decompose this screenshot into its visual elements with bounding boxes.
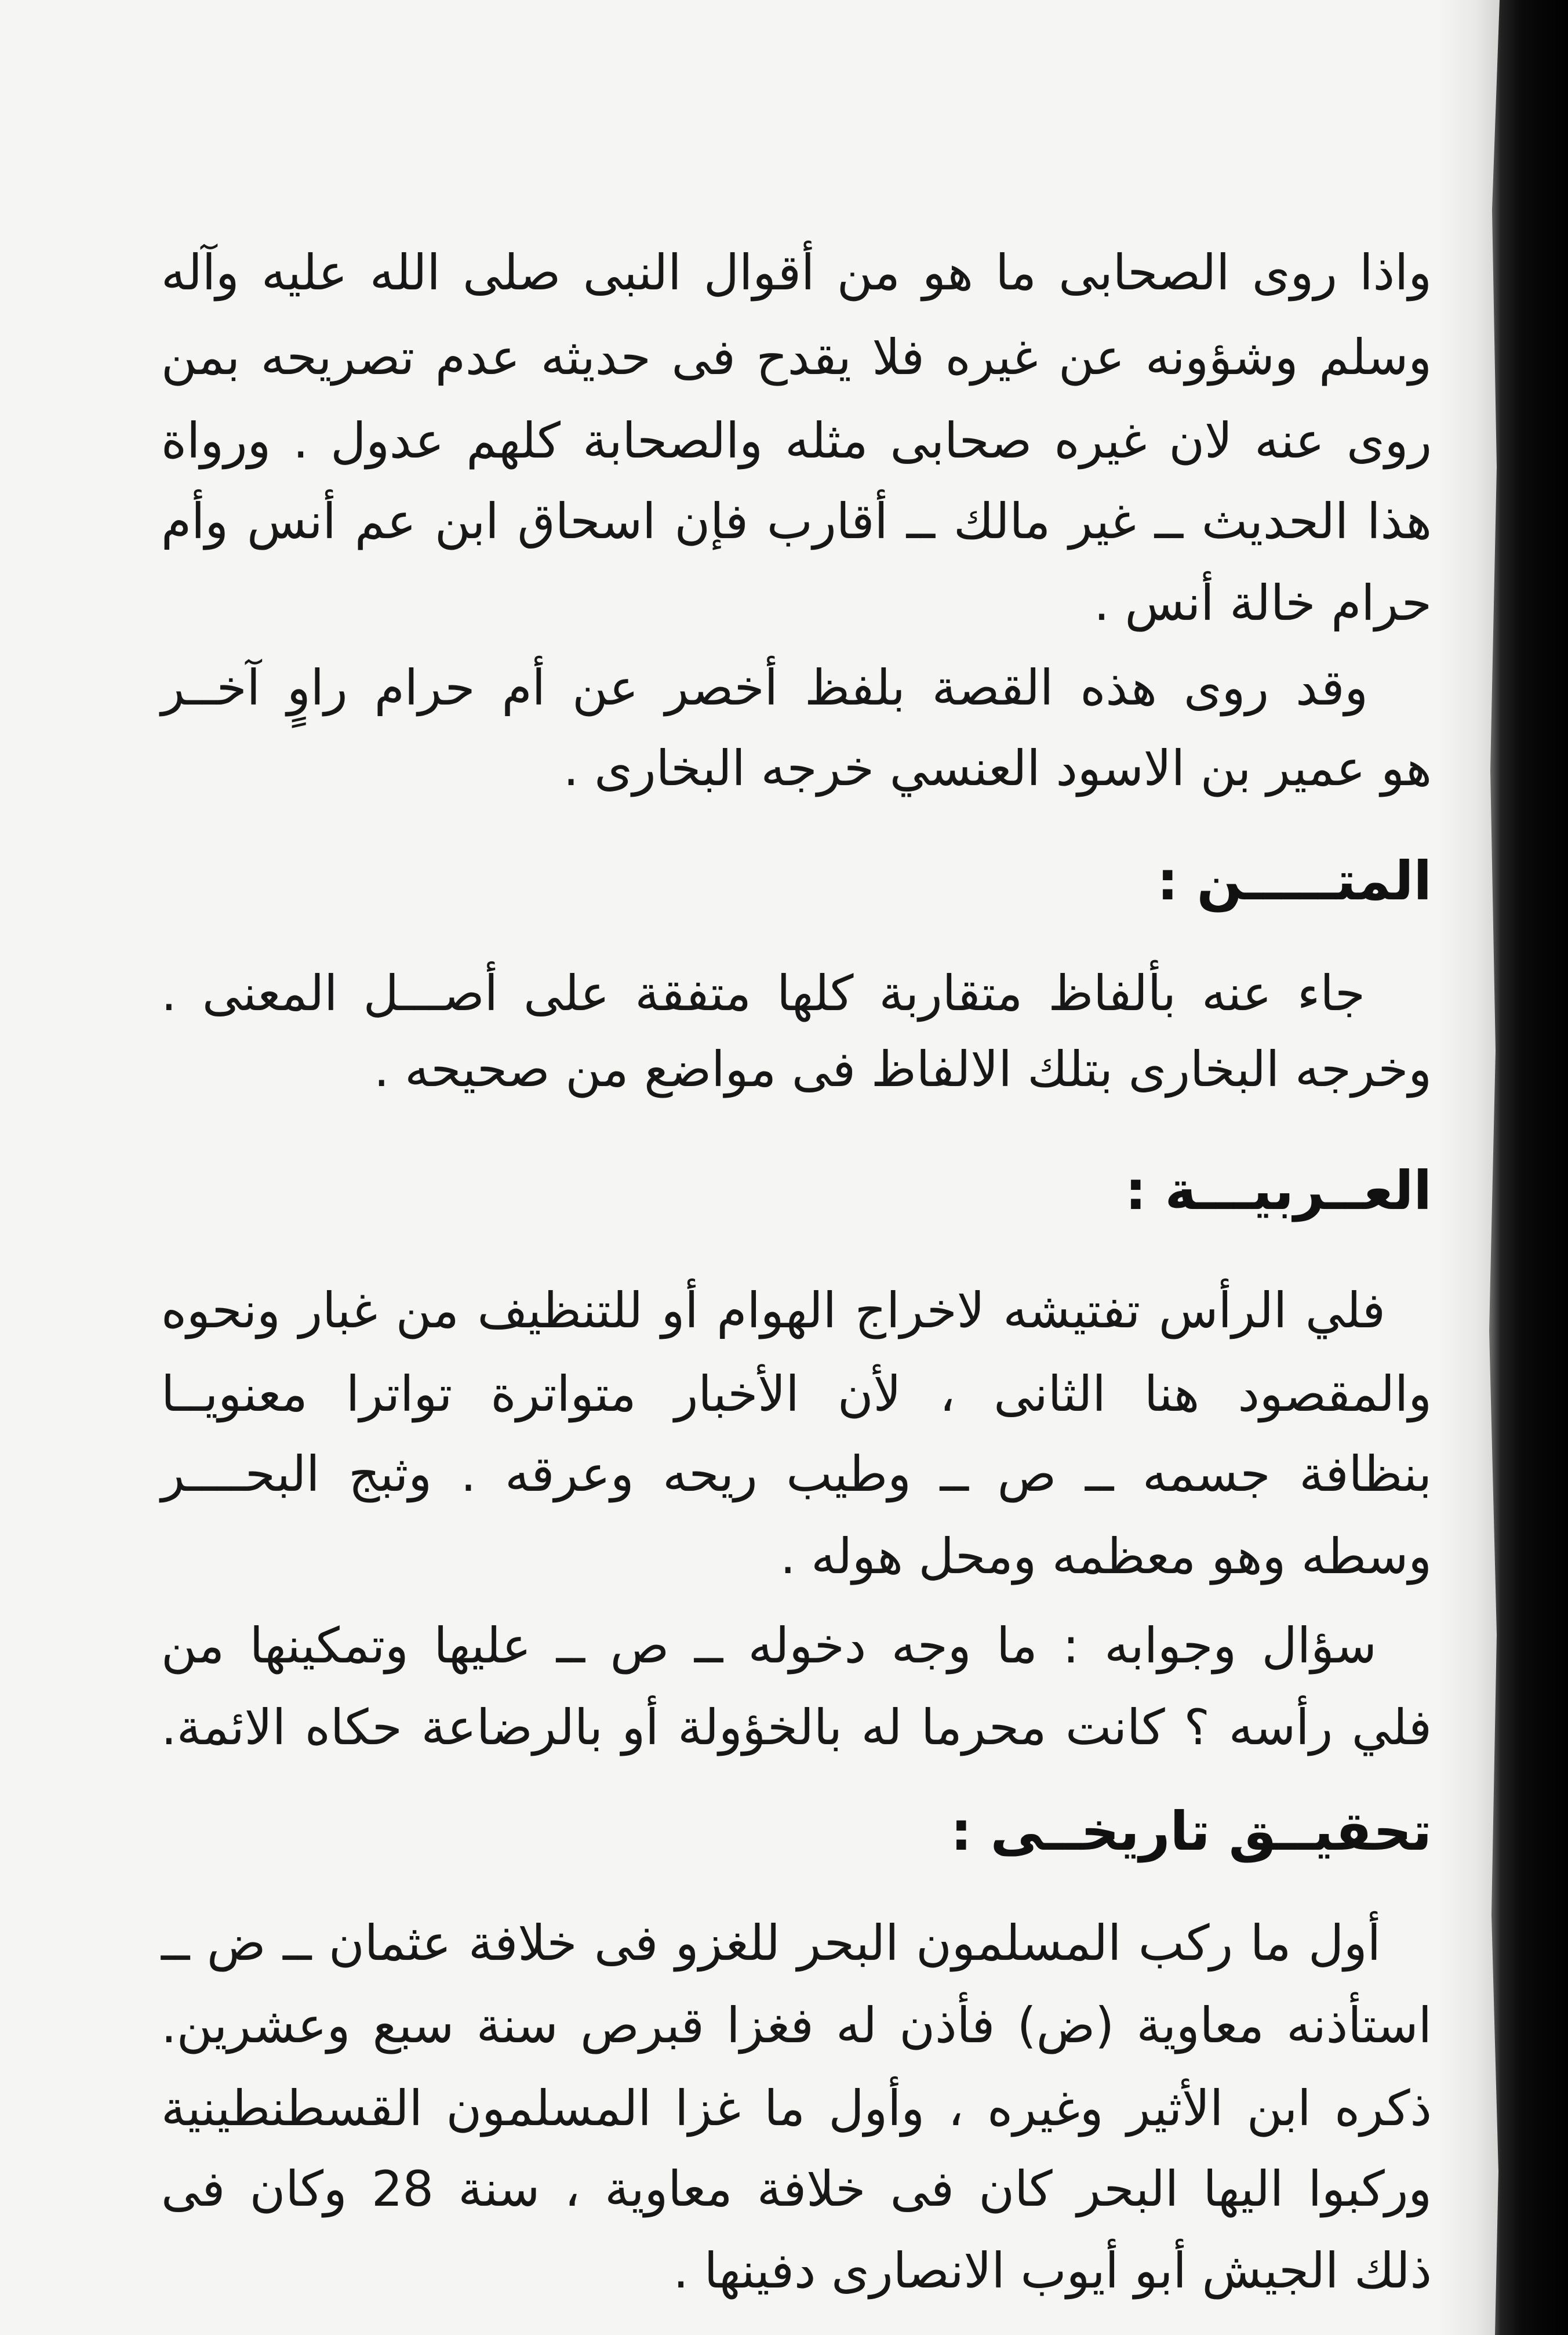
paragraph-4-line-2 xyxy=(161,1353,1432,1435)
paragraph-4-line-4 xyxy=(161,1516,1432,1597)
line-text: ذكره ابن الأثير وغيره ، وأول ما غزا المسلمون القسطنطينية xyxy=(161,2080,1432,2137)
line-text: وسطه وهو معظمه ومحل هوله . xyxy=(780,1528,1432,1585)
paragraph-5-line-1 xyxy=(161,1605,1432,1686)
paragraph-4-line-3 xyxy=(161,1433,1432,1515)
text-block xyxy=(161,0,1432,2335)
paragraph-6-line-1 xyxy=(161,1902,1432,1984)
line-text: فلي رأسه ؟ كانت محرما له بالخؤولة أو بالرضاعة حكاه الائمة. xyxy=(161,1699,1432,1756)
paragraph-4-line-1 xyxy=(161,1270,1432,1351)
line-text: حرام خالة أنس . xyxy=(1094,575,1432,631)
page-edge-shading xyxy=(1438,0,1501,2335)
line-text: أول ما ركب المسلمون البحر للغزو فى خلافة عثمان ــ ض ــ xyxy=(161,1915,1381,1971)
paragraph-1-line-2 xyxy=(161,317,1432,398)
section-heading-matn: المتـــــن : xyxy=(1156,850,1432,912)
line-text: هذا الحديث ــ غير مالك ــ أقارب فإن اسحاق ابن عم أنس وأم xyxy=(161,493,1432,550)
line-text: سؤال وجوابه : ما وجه دخوله ــ ص ــ عليها وتمكينها من xyxy=(161,1617,1377,1674)
line-text: فلي الرأس تفتيشه لاخراج الهوام أو للتنظيف من غبار ونحوه xyxy=(161,1282,1385,1339)
line-text: روى عنه لان غيره صحابى مثله والصحابة كلهم عدول . ورواة xyxy=(161,412,1432,469)
paragraph-1-line-5 xyxy=(161,562,1432,644)
paragraph-1-line-1 xyxy=(161,232,1432,313)
paragraph-6-line-5 xyxy=(161,2230,1432,2311)
line-text: وخرجه البخارى بتلك الالفاظ فى مواضع من صحيحه . xyxy=(373,1041,1432,1098)
paragraph-6-line-2 xyxy=(161,1985,1432,2066)
paragraph-1-line-4 xyxy=(161,481,1432,562)
line-text: هو عمير بن الاسود العنسي خرجه البخارى . xyxy=(563,740,1432,797)
line-text: والمقصود هنا الثانى ، لأن الأخبار متواترة تواترا معنويــا xyxy=(161,1366,1432,1422)
paragraph-2-line-2 xyxy=(161,728,1432,809)
paragraph-5-line-2 xyxy=(161,1687,1432,1768)
section-heading-arabiyya: العــربيـــة : xyxy=(1125,1160,1432,1222)
paragraph-3-line-2 xyxy=(161,1029,1432,1110)
paragraph-6-line-4 xyxy=(161,2148,1432,2229)
line-text: استأذنه معاوية (ض) فأذن له فغزا قبرص سنة سبع وعشرين. xyxy=(161,1997,1432,2054)
line-text: وسلم وشؤونه عن غيره فلا يقدح فى حديثه عدم تصريحه بمن xyxy=(161,329,1432,386)
line-text: وقد روى هذه القصة بلفظ أخصر عن أم حرام راوٍ آخــر xyxy=(161,659,1368,716)
line-text: وركبوا اليها البحر كان فى خلافة معاوية ، سنة 28 وكان فى xyxy=(161,2160,1432,2217)
section-heading-tahqiq: تحقيــق تاريخــى : xyxy=(950,1800,1432,1862)
line-text: ذلك الجيش أبو أيوب الانصارى دفينها . xyxy=(673,2242,1432,2299)
line-text: بنظافة جسمه ــ ص ــ وطيب ريحه وعرقه . وثبج البحــــر xyxy=(161,1446,1432,1502)
paragraph-6-line-3 xyxy=(161,2068,1432,2149)
paragraph-3-line-1 xyxy=(161,953,1432,1034)
paragraph-2-line-1 xyxy=(161,647,1432,728)
line-text: واذا روى الصحابى ما هو من أقوال النبى صلى الله عليه وآله xyxy=(161,244,1432,301)
line-text: جاء عنه بألفاظ متقاربة كلها متفقة على أصـــل المعنى . xyxy=(161,965,1365,1022)
paragraph-1-line-3 xyxy=(161,400,1432,481)
